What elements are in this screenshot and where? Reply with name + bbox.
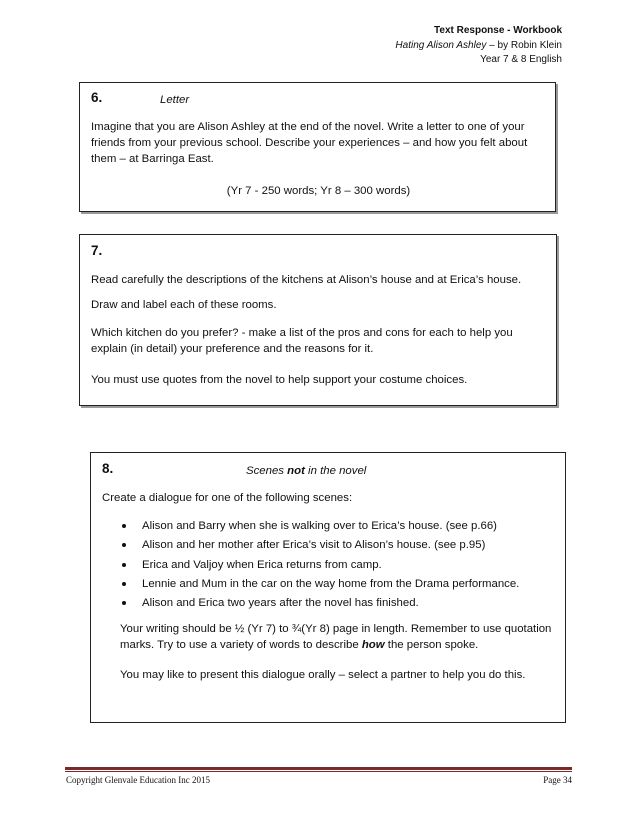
task-7-number: 7. (91, 243, 103, 258)
task-7-p4: You must use quotes from the novel to help support your costume choices. (91, 374, 468, 386)
task-8-length-instructions (120, 621, 552, 653)
footer-rule-thick (65, 767, 572, 770)
task-8-title-bold: not (287, 465, 305, 477)
task-6-number: 6. (91, 90, 103, 105)
task-7-p2: Draw and label each of these rooms. (91, 299, 277, 311)
page-header (395, 24, 562, 68)
task-8-title-post: in the novel (304, 465, 367, 477)
scene-list-item: Alison and her mother after Erica’s visit to Alison’s house. (see p.95) (120, 537, 550, 553)
task-8-para1-post: the person spoke. (384, 639, 479, 651)
scene-list-item: Lennie and Mum in the car on the way home from the Drama performance. (120, 576, 550, 592)
header-book-line (395, 39, 562, 54)
footer-rule-thin (65, 771, 572, 772)
task-8-para1-bold: how (361, 639, 385, 651)
header-author: – by Robin Klein (486, 39, 562, 51)
task-8-para1-pre: Your writing should be ½ (Yr 7) to ¾(Yr 8) page in length. Remember to use quotation marks. Try to use a variety of words to describe (120, 623, 552, 651)
header-title: Text Response - Workbook (434, 25, 562, 36)
header-year: Year 7 & 8 English (480, 54, 562, 65)
scene-list (120, 518, 550, 614)
task-7-p1: Read carefully the descriptions of the kitchens at Alison’s house and at Erica’s house. (91, 274, 522, 286)
task-6-box (79, 82, 556, 212)
task-8-oral-option: You may like to present this dialogue orally – select a partner to help you do this. (120, 669, 526, 681)
scene-list-item: Alison and Barry when she is walking over to Erica’s house. (see p.66) (120, 518, 550, 534)
task-8-intro: Create a dialogue for one of the following scenes: (102, 492, 353, 504)
task-8-box (90, 452, 566, 723)
footer-page-number: Page 34 (543, 775, 572, 785)
task-7-box (79, 234, 557, 406)
task-8-number: 8. (102, 461, 114, 476)
task-8-title (246, 463, 366, 479)
task-6-title: Letter (160, 94, 190, 106)
task-6-instructions: Imagine that you are Alison Ashley at the end of the novel. Write a letter to one of your friends from your previous school. Describe your experiences – and how you felt about them – at Barringa East. (91, 121, 528, 165)
task-8-title-pre: Scenes (246, 465, 288, 477)
header-book-title: Hating Alison Ashley (395, 39, 487, 51)
footer-copyright: Copyright Glenvale Education Inc 2015 (66, 775, 210, 785)
task-6-wordcount: (Yr 7 - 250 words; Yr 8 – 300 words) (226, 185, 411, 197)
scene-list-item: Erica and Valjoy when Erica returns from camp. (120, 557, 550, 573)
task-7-p3: Which kitchen do you prefer? - make a list of the pros and cons for each to help you explain (in detail) your preference and the reasons for it. (91, 327, 513, 355)
scene-list-item: Alison and Erica two years after the novel has finished. (120, 595, 550, 611)
